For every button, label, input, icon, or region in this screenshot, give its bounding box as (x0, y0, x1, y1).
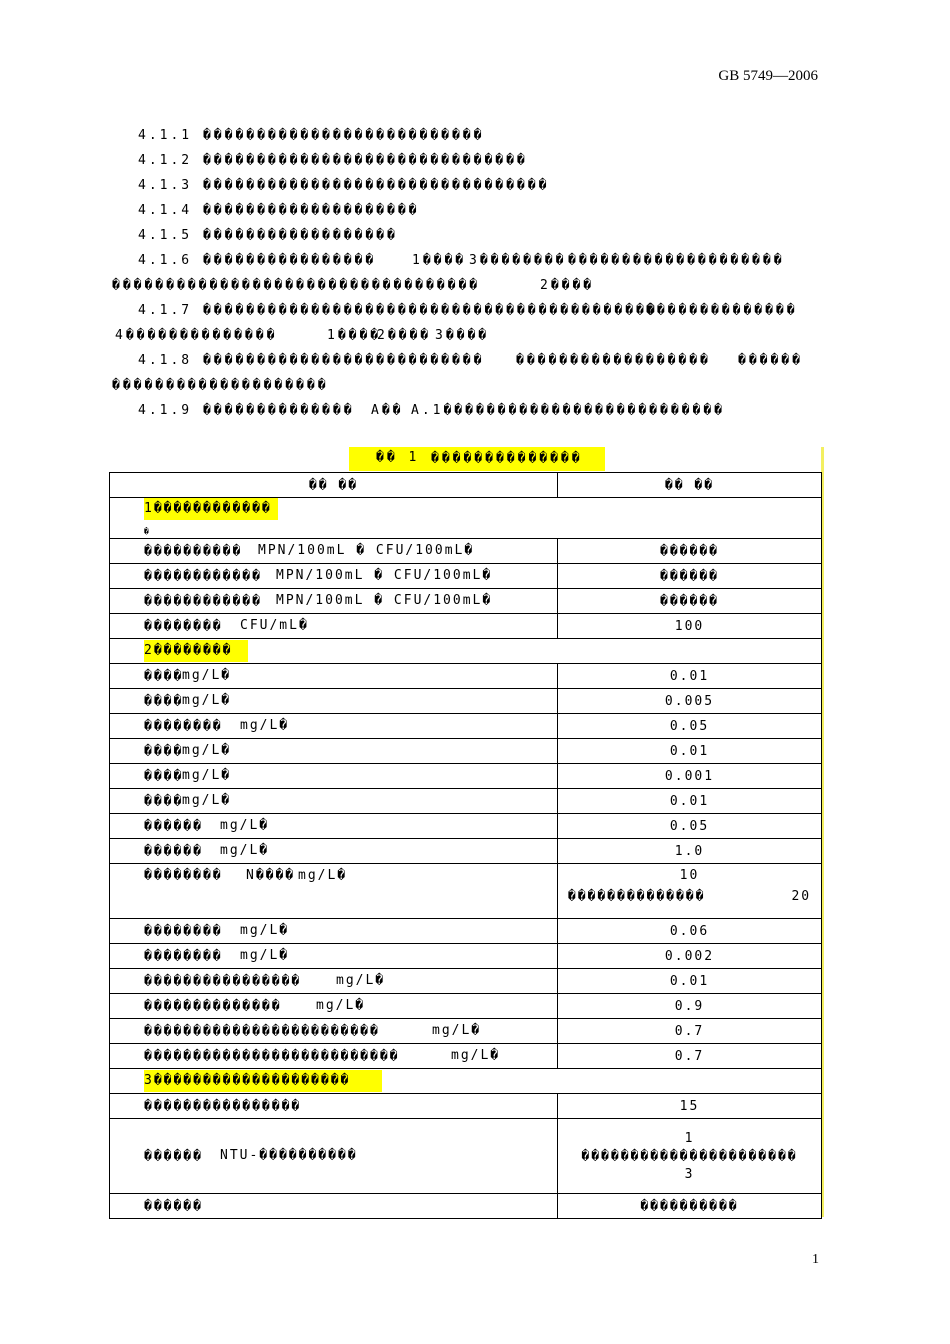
item-cell (110, 739, 558, 764)
limit-cell: 100 (558, 614, 822, 639)
limit-cell: 1.0 (558, 839, 822, 864)
clause-text: 4.1.5 ������������������ (138, 228, 398, 243)
limit-cell: 0.002 (558, 944, 822, 969)
limit-cell: ������ (558, 589, 822, 614)
item-name: ���������� (144, 543, 243, 559)
item-n: N���� (246, 868, 296, 883)
clause-text-part: 1���� (327, 328, 382, 343)
clause-4-1-8-cont (112, 378, 329, 393)
limit-cell: 0.05 (558, 814, 822, 839)
item-unit: mg/L� (336, 973, 386, 988)
section-cell (110, 498, 822, 539)
clause-text: 4.1.4 �������������������� (138, 203, 420, 218)
item-name: �������� (144, 948, 223, 964)
limit-cell: ������ (558, 539, 822, 564)
clause-text-part: A.1�������������������������� (411, 403, 725, 418)
limit-cell: 0.7 (558, 1019, 822, 1044)
clause-text: 4.1.8 �������������������������� (138, 353, 485, 368)
table-row (110, 789, 822, 814)
limit-cell: 15 (558, 1094, 822, 1119)
item-unit: NTU-���������� (220, 1148, 358, 1163)
item-name: ���� (144, 693, 184, 709)
item-name: ���� (144, 793, 184, 809)
water-quality-table (109, 472, 822, 1219)
doc-code: GB 5749—2006 (718, 68, 818, 84)
item-cell (110, 814, 558, 839)
item-name: ���������������� (144, 973, 302, 989)
table-row (110, 839, 822, 864)
item-unit: mg/L� (182, 693, 232, 708)
table-row (110, 589, 822, 614)
table-number: �� 1 (376, 450, 420, 465)
item-name: ���� (144, 668, 184, 684)
limit-note: ���������������������� (581, 1148, 798, 1164)
limit-cell: 0.9 (558, 994, 822, 1019)
item-unit: mg/L� (182, 768, 232, 783)
clause-text-part: �������������������� (568, 253, 785, 268)
page-number: 1 (812, 1252, 819, 1267)
item-unit: mg/L� (298, 868, 348, 883)
item-cell (110, 714, 558, 739)
item-cell (110, 764, 558, 789)
item-name: ������������������������ (144, 1023, 380, 1039)
table-row (110, 1094, 822, 1119)
clause-4-1-6 (138, 253, 838, 273)
clause-text-part: 3���� (435, 328, 490, 343)
item-cell (110, 539, 558, 564)
table-row (110, 764, 822, 789)
table-row (110, 689, 822, 714)
clause-text: ���������������������������������� (112, 278, 481, 293)
item-cell (110, 1044, 558, 1069)
item-cell (110, 864, 558, 919)
table-header-row (110, 473, 822, 498)
clause-4-1-8 (138, 353, 838, 373)
item-name: �������������� (144, 998, 282, 1014)
section-label: 3�������������������� (144, 1070, 382, 1092)
item-unit: MPN/100mL � CFU/100mL� (258, 543, 475, 558)
item-cell (110, 1094, 558, 1119)
limit-cell (558, 1119, 822, 1194)
header-limit: �� �� (558, 473, 822, 498)
item-name: ������ (144, 843, 203, 859)
clause-text-part: 3�������� (469, 253, 567, 268)
item-name: ���������������� (144, 1098, 302, 1114)
limit-note-row (558, 889, 821, 904)
limit-cell: 0.01 (558, 969, 822, 994)
clause-text: 4.1.2 ������������������������������ (138, 153, 528, 168)
section-row (110, 1069, 822, 1094)
item-unit: CFU/mL� (240, 618, 309, 633)
clause-text-part: ������ (738, 353, 803, 368)
limit-cell: 0.005 (558, 689, 822, 714)
item-cell (110, 839, 558, 864)
table-row (110, 969, 822, 994)
section-row (110, 498, 822, 539)
table-row (110, 1044, 822, 1069)
item-cell (110, 664, 558, 689)
item-cell (110, 564, 558, 589)
item-cell (110, 969, 558, 994)
limit-note: �������������� (567, 889, 706, 904)
limit-cell (558, 864, 822, 919)
item-cell (110, 919, 558, 944)
item-name: �������� (144, 923, 223, 939)
section-text: 1������������ (144, 501, 272, 516)
clause-4-1-9 (138, 403, 838, 423)
limit-note-value: 20 (791, 889, 812, 904)
clause-text: 4.1.9 �������������� (138, 403, 355, 418)
item-name: ���� (144, 768, 184, 784)
item-unit: mg/L� (432, 1023, 482, 1038)
limit-value: 10 (679, 868, 700, 883)
item-cell (110, 789, 558, 814)
clause-4-1-7-cont (115, 328, 815, 348)
item-unit: mg/L� (240, 718, 290, 733)
item-unit: mg/L� (182, 743, 232, 758)
limit-cell: ���������� (558, 1194, 822, 1219)
table-row-turbidity (110, 1119, 822, 1194)
item-name: ������ (144, 818, 203, 834)
item-unit: mg/L� (451, 1048, 501, 1063)
limit-cell: 0.06 (558, 919, 822, 944)
section-row (110, 639, 822, 664)
item-cell (110, 1119, 558, 1194)
limit-value-alt: 3 (684, 1166, 695, 1182)
table-row (110, 994, 822, 1019)
limit-cell: 0.001 (558, 764, 822, 789)
item-unit: MPN/100mL � CFU/100mL� (276, 593, 493, 608)
table-title: �������������� (431, 451, 583, 466)
item-cell (110, 614, 558, 639)
item-cell (110, 1019, 558, 1044)
clause-4-1-7 (138, 303, 838, 323)
limit-cell: 0.01 (558, 789, 822, 814)
item-name: �������� (144, 618, 223, 634)
section-label: 2�������� (144, 640, 248, 662)
section-cell (110, 639, 822, 664)
table-row (110, 1019, 822, 1044)
clause-text: 4�������������� (115, 328, 278, 343)
item-unit: mg/L� (240, 948, 290, 963)
item-unit: mg/L� (182, 793, 232, 808)
item-unit: mg/L� (182, 668, 232, 683)
item-unit: mg/L� (240, 923, 290, 938)
limit-cell: ������ (558, 564, 822, 589)
table-row (110, 814, 822, 839)
item-name: ������������ (144, 593, 262, 609)
item-name: �������������������������� (144, 1048, 400, 1064)
clause-text-part: A�� (371, 403, 404, 418)
item-name: �������� (144, 868, 223, 883)
table-row (110, 614, 822, 639)
header-item: �� �� (110, 473, 558, 498)
table-row (110, 664, 822, 689)
section-mark: � (144, 527, 151, 536)
limit-value: 1 (684, 1130, 695, 1146)
table-caption (349, 447, 605, 471)
clause-text-part: 2���� (377, 328, 432, 343)
item-unit: mg/L� (220, 843, 270, 858)
item-unit: mg/L� (220, 818, 270, 833)
clause-4-1-6-cont (112, 278, 812, 298)
table-row (110, 539, 822, 564)
item-cell (110, 589, 558, 614)
clause-text: 4.1.3 �������������������������������� (138, 178, 550, 193)
clause-text-part: �������������� (646, 303, 798, 318)
section-label (144, 498, 278, 536)
item-cell (110, 944, 558, 969)
limit-cell: 0.05 (558, 714, 822, 739)
item-cell (110, 994, 558, 1019)
table-row-nitrate (110, 864, 822, 919)
table-row (110, 714, 822, 739)
section-cell (110, 1069, 822, 1094)
item-name: ������ (144, 1148, 203, 1164)
item-cell (110, 689, 558, 714)
item-unit: MPN/100mL � CFU/100mL� (276, 568, 493, 583)
clause-text: �������������������� (112, 378, 329, 393)
table-row (110, 564, 822, 589)
limit-cell: 0.01 (558, 739, 822, 764)
limit-cell: 0.7 (558, 1044, 822, 1069)
item-cell (110, 1194, 558, 1219)
table-row (110, 919, 822, 944)
clause-text: 4.1.7 ������������������������������������������ (138, 303, 658, 318)
item-name: �������� (144, 718, 223, 734)
item-name: ������������ (144, 568, 262, 584)
table-row (110, 739, 822, 764)
clause-text-part: ������������������ (516, 353, 711, 368)
table-row (110, 1194, 822, 1219)
clause-text: 4.1.1 �������������������������� (138, 128, 485, 143)
limit-cell: 0.01 (558, 664, 822, 689)
item-name: ������ (144, 1198, 203, 1214)
clause-text-part: 2���� (540, 278, 595, 293)
clause-text-part: 1���� (412, 253, 467, 268)
table-row (110, 944, 822, 969)
clause-text: 4.1.6 ���������������� (138, 253, 377, 268)
item-unit: mg/L� (316, 998, 366, 1013)
item-name: ���� (144, 743, 184, 759)
